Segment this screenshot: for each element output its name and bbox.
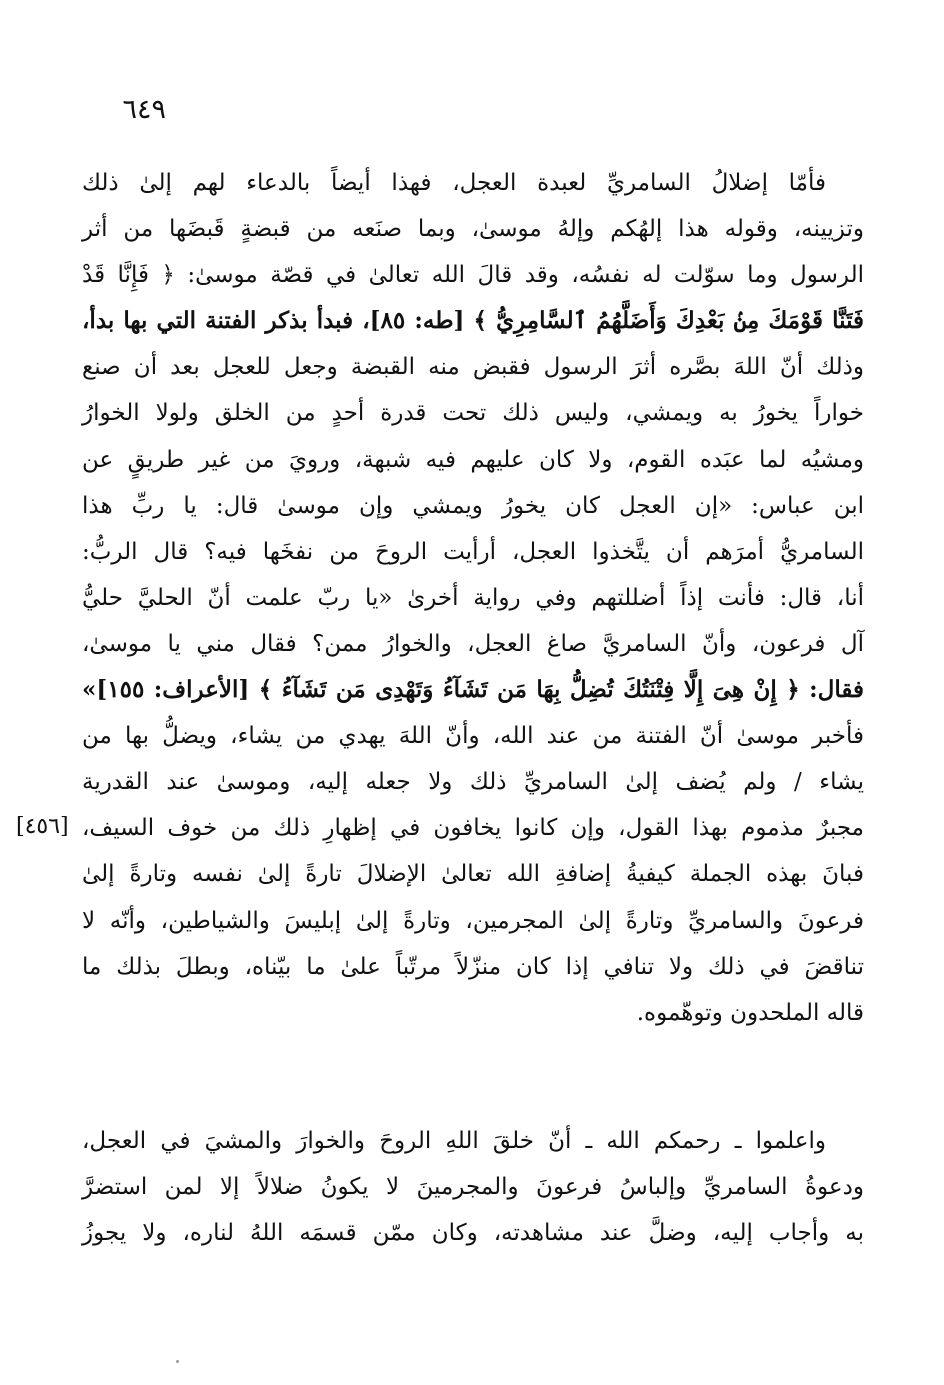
text-line: ابن عباس: «إن العجل كان يخورُ ويمشي وإن موسىٰ قال: يا ربِّ هذا [82, 492, 864, 519]
text-line: وذلك أنّ اللهَ بصَّره أثرَ الرسول فقبض منه القبضة وجعل للعجل بعد أن صنع [82, 354, 864, 381]
text-line-quran: فَتَنَّا قَوْمَكَ مِنۢ بَعْدِكَ وَأَضَلَّهُمُ ٱلسَّامِرِيُّ ﴾ [طه: ٨٥]، فبدأ بذكر الفتنة التي بها بدأ، [82, 307, 864, 335]
text-line: ومشيُه لما عبَده القوم، ولا كان عليهم فيه شبهة، ورويَ من غير طريقٍ عن [82, 446, 864, 473]
text-line: فأمّا إضلالُ السامريِّ لعبدة العجل، فهذا أيضاً بالدعاء لهم إلىٰ ذلك [82, 170, 826, 196]
text-line: الرسول وما سوّلت له نفسُه، وقد قالَ الله تعالىٰ في قصّة موسىٰ: ﴿ فَإِنَّا قَدْ [82, 262, 864, 289]
paragraph-1 [82, 160, 864, 1036]
text-line: السامريُّ أمرَهم أن يتَّخذوا العجل، أرأيت الروحَ من نفخَها فيه؟ قال الربُّ: [82, 538, 864, 565]
paragraph-2 [82, 1118, 864, 1256]
text-line: آل فرعون، وأنّ السامريَّ صاغ العجل، والخوارُ ممن؟ فقال مني يا موسىٰ، [82, 630, 864, 657]
text-line: مجبرٌ مذموم بهذا القول، وإن كانوا يخافون في إظهارِ ذلك من خوف السيف، [82, 815, 864, 842]
text-line: يشاء / ولم يُضف إلىٰ السامريِّ ذلك ولا جعله إليه، وموسىٰ عند القدرية [82, 769, 864, 796]
scan-speck [176, 1360, 179, 1363]
text-line: فبانَ بهذه الجملة كيفيةُ إضافةِ الله تعالىٰ الإضلالَ تارةً إلىٰ نفسه وتارةً إلىٰ [82, 861, 864, 888]
text-line: تناقضَ في ذلك ولا تنافي إذا كان منزّلاً مرتّباً علىٰ ما بيّناه، وبطلَ بذلك ما [82, 953, 864, 980]
text-line-quran: فقال: ﴿ إِنْ هِىَ إِلَّا فِتْنَتُكَ تُضِلُّ بِهَا مَن تَشَآءُ وَتَهْدِى مَن تَشَآءُ ﴾ [الأعراف: ١٥٥]» [82, 676, 864, 704]
text-line: به وأجاب إليه، وضلَّ عند مشاهدته، وكان ممّن قسمَه اللهُ لناره، ولا يجوزُ [82, 1220, 864, 1247]
text-line: ودعوةُ السامريِّ وإلباسُ فرعونَ والمجرمينَ لا يكونُ ضلالاً إلا لمن استضرَّ [82, 1174, 864, 1201]
text-line: فرعونَ والسامريِّ وتارةً إلىٰ المجرمين، وتارةً إلىٰ إبليسَ والشياطين، وأنّه لا [82, 907, 864, 934]
text-line: أنا، قال: فأنت إذاً أضللتهم وفي رواية أخرىٰ «يا ربّ علمت أنّ الحليَّ حليُّ [82, 584, 864, 611]
text-line: واعلموا ـ رحمكم الله ـ أنّ خلقَ اللهِ الروحَ والخوارَ والمشيَ في العجل، [82, 1128, 826, 1154]
text-line: وتزيينه، وقوله هذا إلهُكم وإلهُ موسىٰ، وبما صنَعه من قبضةٍ قَبضَها من أثر [82, 216, 864, 243]
text-line: خواراً يخورُ به ويمشي، وليس ذلك تحت قدرة أحدٍ من الخلق ولولا الخوارُ [82, 400, 864, 427]
text-line: فأخبر موسىٰ أنّ الفتنة من عند الله، وأنّ اللهَ يهدي من يشاء، ويضلُّ بها من [82, 723, 864, 750]
margin-reference: [٤٥٦] [16, 814, 69, 839]
text-line: قاله الملحدون وتوهّموه. [636, 999, 864, 1026]
page-number: ٦٤٩ [122, 94, 166, 125]
